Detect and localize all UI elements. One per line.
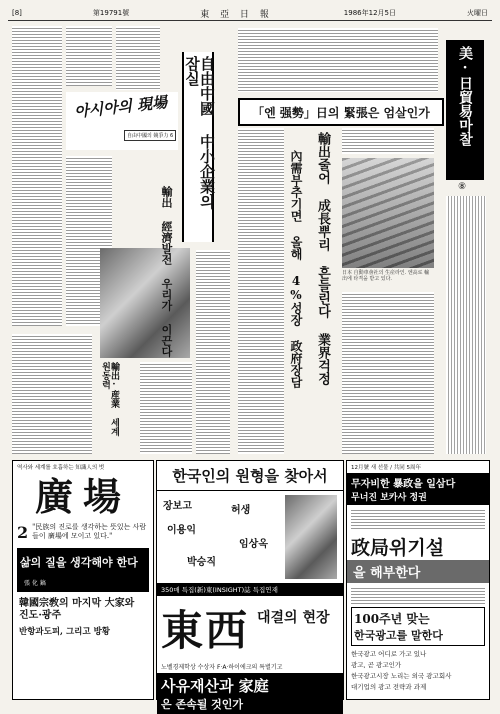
vertical-title-main: 自由中國 中小企業의 잠실 [183, 56, 216, 209]
ad-left-item2: 반항과도피, 그리고 방황 [19, 627, 110, 637]
ad-left-headline-box [17, 548, 149, 592]
side-mark: ⑧ [458, 182, 467, 192]
ad-left-author: 張 化 鎬 [24, 580, 46, 587]
ad-right-bullet-2: 광고, 곧 광고인가 [351, 661, 402, 669]
ad-right-h5-box [351, 607, 485, 646]
section-banner [66, 92, 178, 150]
ad-center-big-sub: 대결의 현장 [257, 610, 330, 626]
masthead: 東 亞 日 報 [200, 9, 273, 20]
ad-insight [156, 460, 344, 711]
ad-left-issue: 2 [17, 523, 29, 542]
ad-right-text-1 [351, 508, 485, 530]
ad-center-name-2: 허생 [231, 505, 251, 516]
ad-right-h5: 100주년 맞는 [354, 612, 430, 626]
ad-center-portrait [285, 495, 337, 579]
factory-photo-right [342, 158, 434, 268]
ad-center-headline: 한국인의 원형을 찾아서 [157, 461, 343, 491]
text-column-4 [196, 250, 230, 454]
ad-center-bottom-1: 사유재산과 家庭 [161, 677, 269, 695]
text-column-8 [446, 196, 486, 454]
ad-monthly [346, 460, 490, 700]
ad-right-h1-box [347, 473, 489, 505]
ad-center-name-4: 임상옥 [239, 539, 268, 550]
ad-gwangjang [12, 460, 154, 700]
ad-left-item1: 韓國宗敎의 마지막 大家와 진도·광주 [19, 598, 135, 621]
ad-center-name-5: 박승직 [187, 557, 216, 568]
page-number: [8] [12, 9, 22, 17]
ad-right-h4: 을 해부한다 [347, 560, 489, 583]
ad-center-name-1: 장보고 [163, 501, 192, 512]
ad-center-big-area [157, 596, 343, 660]
text-column-7a [342, 128, 434, 154]
vertical-sub-title-box [116, 186, 176, 357]
text-column-2a [66, 26, 112, 86]
side-title-box [446, 40, 484, 180]
vertical-title-box [182, 52, 214, 242]
ad-left-tagline: 역사와 세계를 호흡하는 知識人의 벗 [17, 465, 105, 471]
ad-right-bullet-3: 한국광고시장 노리는 외국 광고회사 [351, 672, 452, 680]
factory-photo-left [100, 248, 190, 358]
ad-right-bullet-4: 대기업의 광고 전략과 과제 [351, 683, 427, 691]
ad-center-special: 350매 특집(新)東(INSIGHT)誌 특집연재 [157, 583, 343, 596]
vertical-title-sub: 輸出 經濟발전 우리가 이끈다 [160, 186, 173, 357]
text-column-7 [342, 292, 434, 454]
ad-left-logo: 廣場 [34, 474, 131, 519]
ad-right-h3: 政局위기설 [351, 537, 445, 559]
ad-center-bottom-box [157, 673, 343, 714]
ad-right-h6: 한국광고를 말한다 [354, 629, 443, 642]
text-column-6 [238, 128, 284, 454]
section-banner-sub: 自由中國의 競爭力 6 [124, 130, 176, 141]
ad-left-headline: 삶의 질을 생각해야 한다 [20, 556, 138, 569]
publish-date: 1986年12月5日 [343, 9, 396, 17]
yen-sub-2: 內需부추기면 올해 4%성장 政府장담 [289, 150, 303, 388]
ad-center-bottom-2: 은 존속될 것인가 [161, 698, 244, 711]
weekday: 火曜日 [466, 9, 488, 17]
text-column-1b [12, 334, 92, 454]
text-block-top [238, 28, 438, 92]
section-banner-title: 아시아의 現場 [73, 93, 168, 121]
text-column-1 [12, 26, 62, 326]
text-column-5 [140, 362, 192, 454]
ad-right-h1: 무자비한 暴政을 일삼다 [351, 479, 456, 490]
ad-center-name-3: 이용익 [167, 525, 196, 536]
side-title: 美·日貿易마찰 [457, 46, 473, 146]
vertical-title-sub2: 輸出·産業 세계 원동력 [100, 362, 119, 436]
ad-center-series: 노벨경제학상 수상자 F·A·하이에크의 특별기고 [161, 664, 283, 671]
ad-right-h2: 무너진 보카사 정권 [351, 493, 427, 503]
text-column-3a [116, 26, 160, 90]
page-header [8, 6, 492, 21]
ad-right-bullet-1: 한국광고 어디로 가고 있나 [351, 650, 427, 658]
yen-headline-box [238, 98, 444, 126]
photo-caption: 日本 自動車會社의 生産라인. 엔高로 輸出에 타격을 받고 있다. [342, 270, 430, 282]
ad-center-big: 東西 [161, 606, 250, 655]
ad-left-quote: "民族의 진로를 생각하는 뜻있는 사람들이 廣場에 모이고 있다." [32, 523, 147, 540]
ad-center-names-area [157, 491, 343, 583]
ad-right-top-note: 12月號 새 선물 / 共同 5周年 [351, 465, 422, 471]
yen-headline: 「엔 强勢」日의 緊張은 엄살인가 [252, 105, 430, 120]
issue-number: 第19791號 [92, 9, 130, 17]
yen-sub-1: 輸出줄어 成長뿌리 흔들린다 業界걱정 [315, 132, 330, 385]
ad-right-text-2 [351, 586, 485, 604]
